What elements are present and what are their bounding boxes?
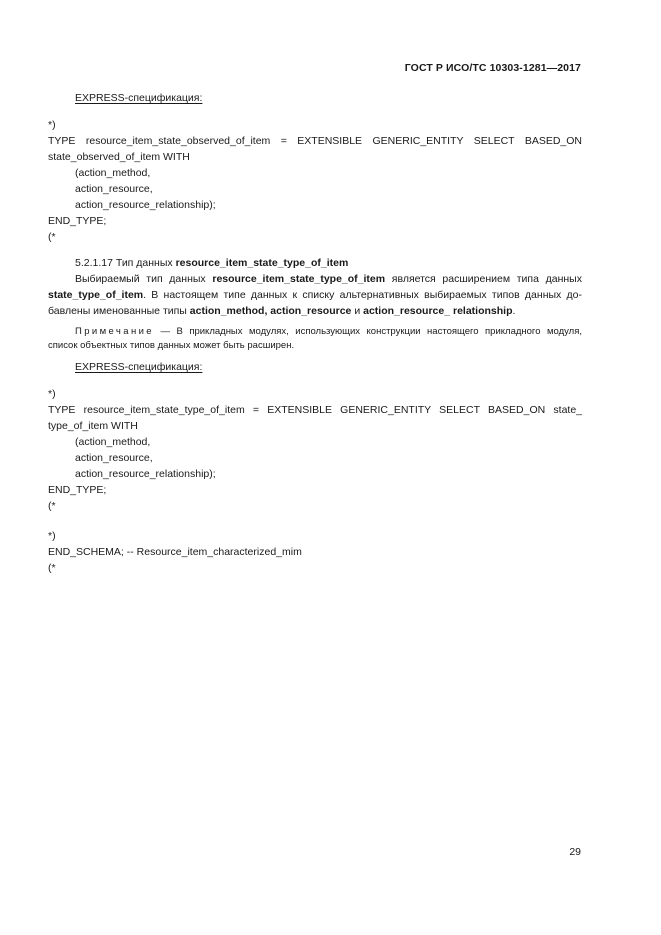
code-type-declaration: TYPE resource_item_state_type_of_item = EXTENSIBLE GENERIC_ENTITY SELECT BASED_ON state_ bbox=[48, 404, 582, 416]
paragraph-line: бавлены именованные типы action_method, action_resource и action_resource_ relationship. bbox=[48, 305, 516, 317]
note-line: Примечание — В прикладных модулях, использующих конструкции настоящего прикладного модуля, bbox=[75, 326, 582, 337]
express-spec-label: EXPRESS-спецификация: bbox=[75, 92, 203, 104]
document-body bbox=[48, 90, 582, 576]
code-end-type: END_TYPE; bbox=[48, 484, 107, 496]
document-header: ГОСТ Р ИСО/ТС 10303-1281—2017 bbox=[404, 62, 581, 74]
code-end-schema: END_SCHEMA; -- Resource_item_characterized_mim bbox=[48, 546, 302, 558]
code-select-item: action_resource, bbox=[75, 452, 153, 464]
code-type-declaration-cont: state_observed_of_item WITH bbox=[48, 151, 190, 163]
paragraph-line: state_type_of_item. В настоящем типе данных к списку альтернативных выбираемых типов данных до- bbox=[48, 289, 582, 301]
code-type-declaration: TYPE resource_item_state_observed_of_item = EXTENSIBLE GENERIC_ENTITY SELECT BASED_ON bbox=[48, 135, 582, 147]
note-line: список объектных типов данных может быть расширен. bbox=[48, 340, 295, 351]
code-select-item: action_resource_relationship); bbox=[75, 199, 216, 211]
code-select-item: action_resource, bbox=[75, 183, 153, 195]
code-select-item: (action_method, bbox=[75, 167, 151, 179]
code-select-item: (action_method, bbox=[75, 436, 151, 448]
code-comment-close: *) bbox=[48, 530, 56, 542]
code-end-type: END_TYPE; bbox=[48, 215, 107, 227]
code-select-item: action_resource_relationship); bbox=[75, 468, 216, 480]
note bbox=[48, 325, 582, 353]
code-comment-open: (* bbox=[48, 231, 56, 243]
code-comment-open: (* bbox=[48, 562, 56, 574]
express-spec-label: EXPRESS-спецификация: bbox=[75, 361, 203, 373]
page-number: 29 bbox=[569, 846, 581, 858]
paragraph-line: Выбираемый тип данных resource_item_state_type_of_item является расширением типа данных bbox=[75, 273, 582, 285]
code-comment-close: *) bbox=[48, 119, 56, 131]
code-comment-open: (* bbox=[48, 500, 56, 512]
code-comment-close: *) bbox=[48, 388, 56, 400]
code-type-declaration-cont: type_of_item WITH bbox=[48, 420, 138, 432]
section-heading: 5.2.1.17 Тип данных resource_item_state_type_of_item bbox=[75, 257, 349, 269]
